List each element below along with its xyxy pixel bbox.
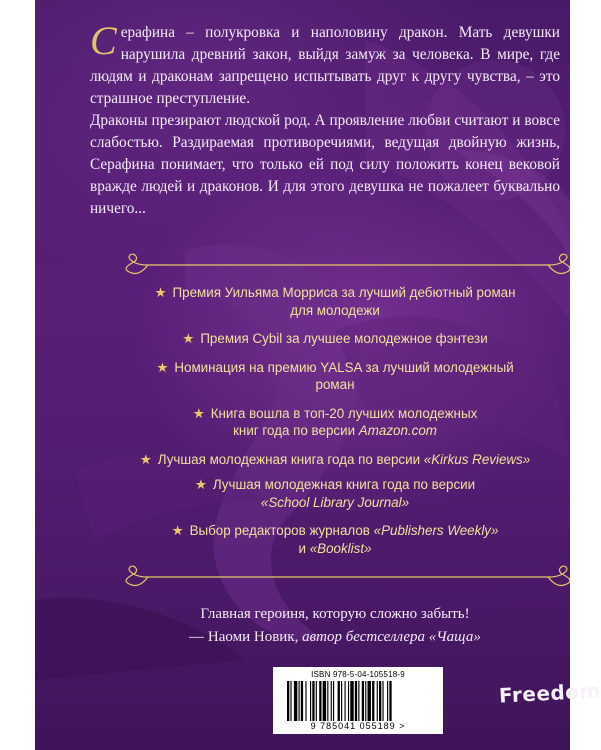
barcode-bar [372,681,374,721]
barcode-bar [341,681,342,721]
barcode-bar [323,681,326,721]
barcode-bar [368,681,371,721]
award-item: ★ Номинация на премию YALSA за лучший молодежный роман [156,359,514,392]
ornament-divider-bottom [118,566,578,588]
barcode-bar [345,681,346,721]
star-icon: ★ [182,331,195,346]
award-item: ★ Премия Уильяма Морриса за лучший дебютный роман для молодежи [154,285,516,318]
award-item: ★ Книга вошла в топ-20 лучших молодежных книг года по версии Amazon.com [192,405,478,438]
barcode-bar [287,681,289,721]
award-item: ★ Премия Cybil за лучшее молодежное фэнтези [182,331,488,346]
blurb-paragraph-2: Драконы презирают людской род. А проявление любви считают и вовсе слабостью. Раздираемая противоречиями, ведущая двойную жизнь, Серафина понимает, что только ей под силу положить конец вековой вражде людей и драконов. И для этого девушка не пожалеет буквально ничего... [90,112,560,217]
barcode-bar [350,681,353,721]
review-quote [95,603,575,649]
barcode-bar [333,681,334,721]
barcode-bar [312,681,314,721]
barcode-bar [299,681,300,721]
star-icon: ★ [139,451,152,467]
star-icon: ★ [171,523,184,538]
barcode-bar [316,681,317,721]
barcode-bar [327,681,328,721]
publisher-logo: Freedom [498,678,601,708]
barcode-bar [377,681,378,721]
award-item: ★ Лучшая молодежная книга года по версии «School Library Journal» [194,477,476,510]
star-icon: ★ [194,477,207,492]
barcode-bar [382,681,383,721]
quote-attribution: — Наоми Новик, автор бестселлера «Чаща» [189,629,481,645]
star-icon: ★ [156,359,169,375]
barcode-bar [331,681,332,721]
ornament-divider-top [118,254,578,276]
barcode-bar [379,681,381,721]
barcode-bar [348,681,349,721]
barcode-bar [305,681,306,721]
star-icon: ★ [154,285,167,300]
blurb-paragraph-1 [90,18,560,110]
barcode-bar [310,681,311,721]
barcode-bar [290,681,291,721]
barcode-icon [285,681,433,721]
award-item: ★ Выбор редакторов журналов «Publishers Weekly» и «Booklist» [171,523,499,556]
barcode-bar [362,681,364,721]
quote-text: Главная героиня, которую сложно забыть! [200,606,470,622]
award-item: ★ Лучшая молодежная книга года по версии «Kirkus Reviews» [139,451,531,467]
barcode-bar [294,681,297,721]
barcode-bar [338,681,340,721]
awards-list [105,284,565,557]
barcode-bar [365,681,366,721]
blurb-text [90,18,560,220]
barcode-bar [387,681,388,721]
barcode-digits: 9 785041 055189 > [310,721,406,731]
back-cover [35,0,601,750]
barcode-panel [273,667,443,734]
blurb-paragraph-1-text: ерафина – полукровка и наполовину дракон. Мать девушки нарушила древний закон, выйдя замуж за человека. В мире, где людям и драконам запрещено испытывать друг к другу чувства, – это страшное преступление. [90,24,560,107]
barcode-bar [301,681,303,721]
barcode-bar [319,681,321,721]
isbn-text: ISBN 978-5-04-105518-9 [311,670,405,679]
barcode-bar [355,681,357,721]
barcode-bar [358,681,359,721]
star-icon: ★ [192,405,205,421]
barcode-bar [389,681,391,721]
drop-cap: С [90,18,117,63]
